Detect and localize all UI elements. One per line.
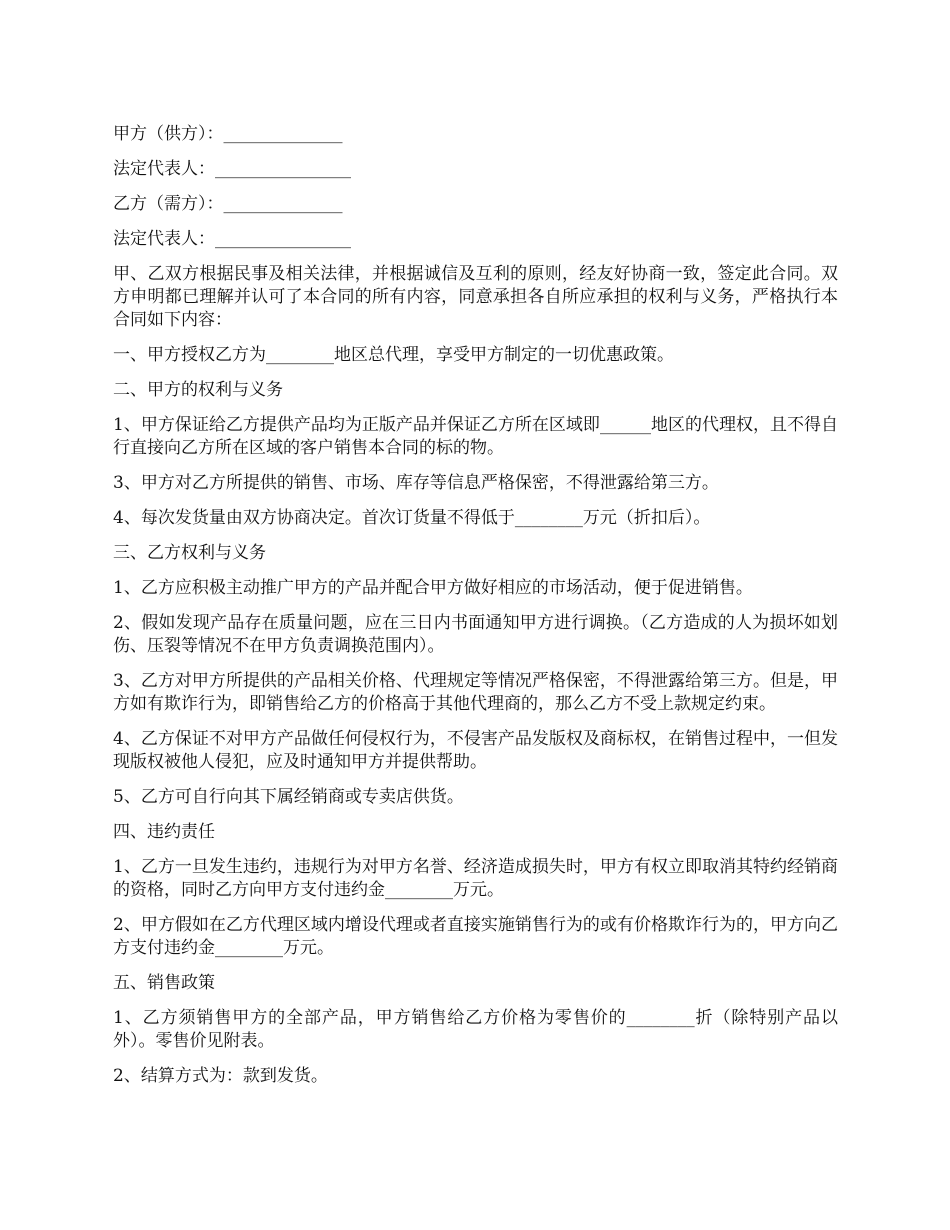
party-a-rep-label: 法定代表人：	[113, 159, 215, 179]
liability-clause-1: 1、乙方一旦发生违约，违规行为对甲方名誉、经济造成损失时，甲方有权立即取消其特约经销商的资格，同时乙方向甲方支付违约金________万元。	[113, 857, 838, 900]
party-a-rep-line	[113, 158, 838, 181]
party-b-blank: ______________	[223, 194, 343, 214]
clause-1-authorization: 一、甲方授权乙方为________地区总代理，享受甲方制定的一切优惠政策。	[113, 345, 674, 365]
party-b-rep-blank: ________________	[215, 229, 351, 249]
party-a-rep-blank: ________________	[215, 159, 351, 179]
sales-policy-clause-2: 2、结算方式为：款到发货。	[113, 1066, 328, 1086]
party-a-label: 甲方（供方）：	[113, 124, 224, 144]
party-a-line	[113, 123, 838, 146]
preamble-paragraph: 甲、乙双方根据民事及相关法律，并根据诚信及互利的原则，经友好协商一致，签定此合同。双方申明都已理解并认可了本合同的所有内容，同意承担各自所应承担的权利与义务，严格执行本合同如下内容：	[113, 264, 838, 330]
party-b-line	[113, 193, 838, 216]
party-b-clause-4: 4、乙方保证不对甲方产品做任何侵权行为，不侵害产品发版权及商标权，在销售过程中，一但发现版权被他人侵犯，应及时通知甲方并提供帮助。	[113, 729, 838, 772]
liability-clause-2: 2、甲方假如在乙方代理区域内增设代理或者直接实施销售行为的或有价格欺诈行为的，甲方向乙方支付违约金________万元。	[113, 915, 838, 958]
party-b-label: 乙方（需方）：	[113, 194, 224, 214]
contract-page	[113, 123, 838, 1100]
party-a-clause-1: 1、甲方保证给乙方提供产品均为正版产品并保证乙方所在区域即______地区的代理权，且不得自行直接向乙方所在区域的客户销售本合同的标的物。	[113, 415, 838, 458]
sales-policy-clause-1: 1、乙方须销售甲方的全部产品，甲方销售给乙方价格为零售价的________折（除特别产品以外）。零售价见附表。	[113, 1008, 838, 1051]
party-a-clause-4: 4、每次发货量由双方协商决定。首次订货量不得低于________万元（折扣后）。	[113, 508, 711, 528]
party-b-clause-1: 1、乙方应积极主动推广甲方的产品并配合甲方做好相应的市场活动，便于促进销售。	[113, 578, 753, 598]
party-b-rep-label: 法定代表人：	[113, 229, 215, 249]
party-b-rep-line	[113, 228, 838, 251]
section-heading-liability: 四、违约责任	[113, 822, 215, 842]
section-heading-sales-policy: 五、销售政策	[113, 973, 215, 993]
party-b-clause-5: 5、乙方可自行向其下属经销商或专卖店供货。	[113, 787, 464, 807]
party-b-clause-3: 3、乙方对甲方所提供的产品相关价格、代理规定等情况严格保密，不得泄露给第三方。但是，甲方如有欺诈行为，即销售给乙方的价格高于其他代理商的，那么乙方不受上款规定约束。	[113, 671, 838, 714]
party-b-clause-2: 2、假如发现产品存在质量问题，应在三日内书面通知甲方进行调换。（乙方造成的人为损坏如划伤、压裂等情况不在甲方负责调换范围内）。	[113, 613, 838, 656]
section-heading-party-b: 三、乙方权利与义务	[113, 543, 266, 563]
party-a-blank: ______________	[223, 124, 343, 144]
section-heading-party-a: 二、甲方的权利与义务	[113, 380, 283, 400]
party-a-clause-3: 3、甲方对乙方所提供的销售、市场、库存等信息严格保密，不得泄露给第三方。	[113, 473, 719, 493]
